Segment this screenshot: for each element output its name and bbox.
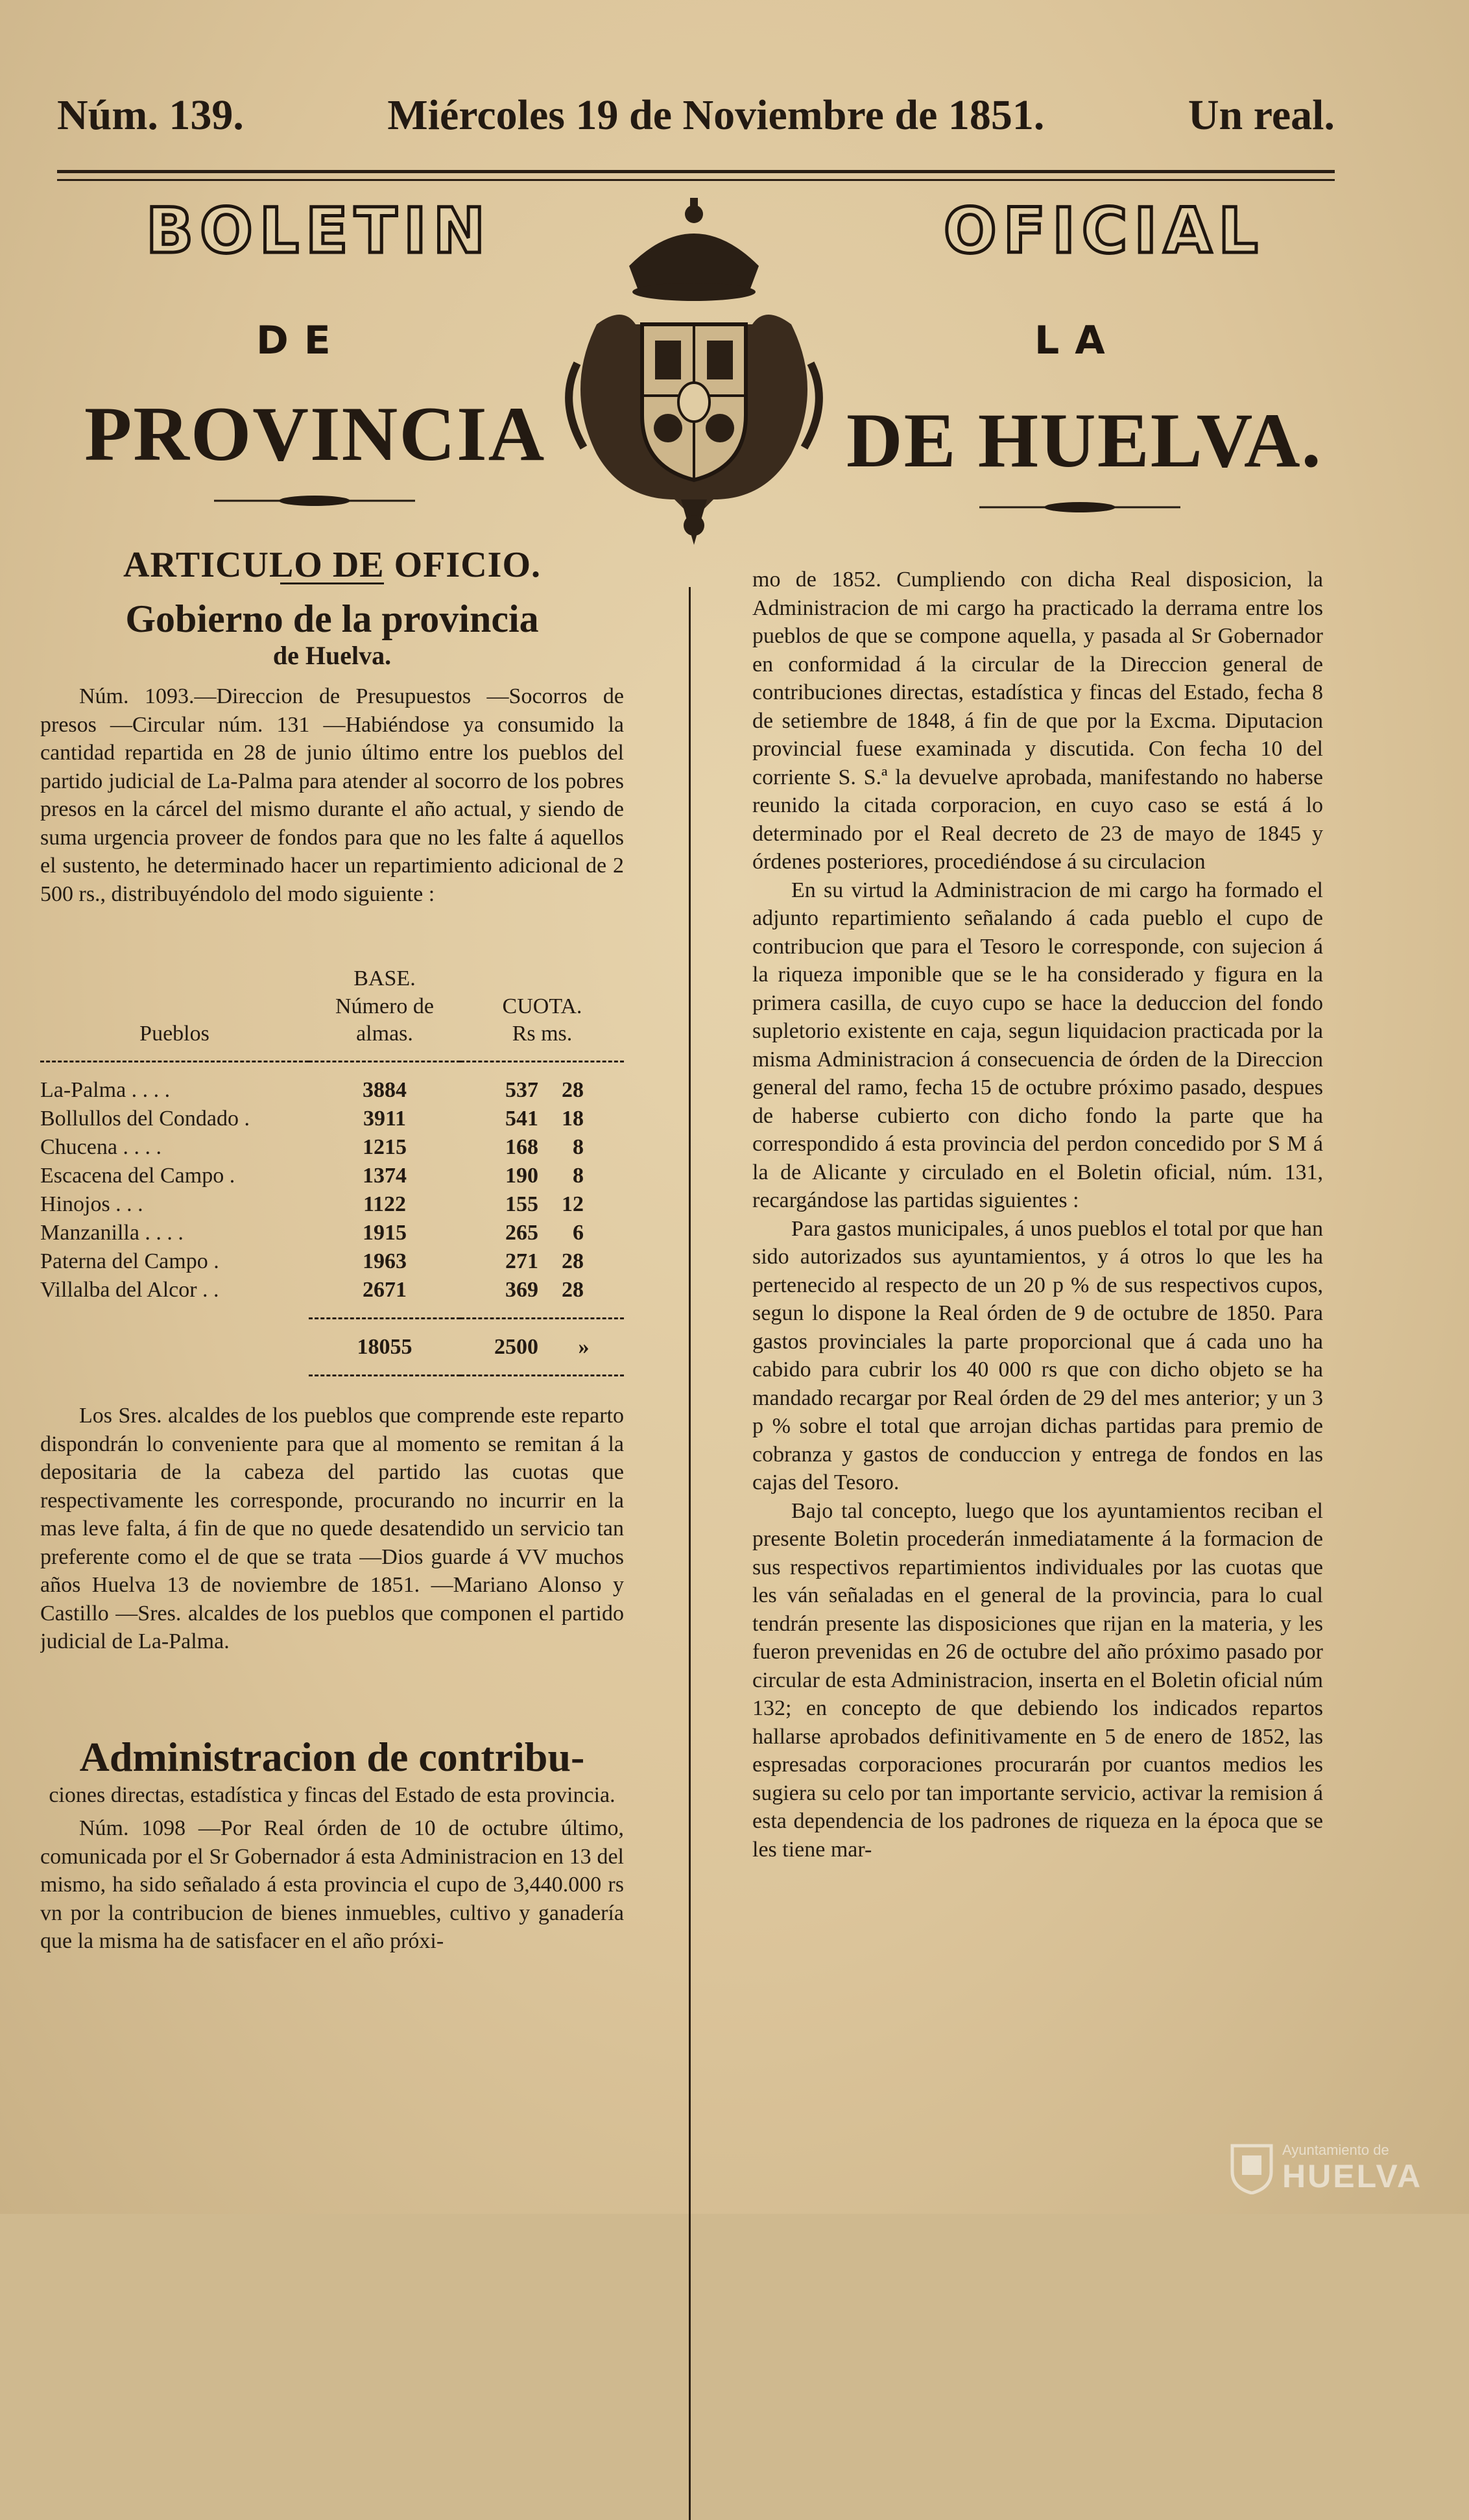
title-word-boletin: BOLETIN: [146, 195, 492, 267]
royal-coat-of-arms-icon: [558, 195, 830, 545]
table-row: [40, 1219, 624, 1247]
cell-almas: 1915: [363, 1221, 407, 1245]
flourish-right: [979, 501, 1180, 513]
total-cuota: [460, 1333, 624, 1362]
cell-almas: 3911: [363, 1107, 407, 1131]
cell-pueblo: Chucena . . . .: [40, 1135, 161, 1160]
table-row: [40, 1247, 624, 1276]
huelva-shield-icon: [1229, 2142, 1274, 2194]
table-rule: [460, 1061, 624, 1063]
cell-cuota: [460, 1162, 624, 1190]
cell-almas: 1374: [363, 1164, 407, 1188]
cell-ms: 28: [562, 1278, 584, 1302]
cell-rs: 369: [505, 1278, 538, 1302]
section-title-gobierno: Gobierno de la provincia: [125, 597, 539, 640]
cell-ms: 28: [562, 1249, 584, 1274]
watermark-text: [1282, 2142, 1422, 2194]
cell-pueblo: Hinojos . . .: [40, 1192, 143, 1217]
issue-date: Miércoles 19 de Noviembre de 1851.: [387, 91, 1045, 139]
cell-almas: 3884: [363, 1078, 407, 1103]
col-header-pueblos: Pueblos: [139, 1021, 209, 1046]
cell-cuota: [460, 1105, 624, 1133]
total-rs: 2500: [494, 1335, 538, 1360]
table-rule: [40, 1061, 309, 1063]
title-word-oficial: OFICIAL: [944, 195, 1265, 267]
cell-ms: 8: [573, 1164, 584, 1188]
circular-1098-text: Núm. 1098 —Por Real órden de 10 de octubre último, comunicada por el Sr Gobernador á esta Administracion en 13 del mismo, ha sido señalado á esta provincia el cupo de 3,440.000 rs vn por la contribucion de bienes inmuebles, cultivo y ganadería que la misma ha de satisfacer en el año próxi-: [40, 1816, 624, 1953]
cell-almas: 1122: [363, 1192, 407, 1217]
top-rule-thin: [57, 179, 1335, 181]
cuota-table: [40, 965, 624, 1390]
table-row: [40, 1133, 624, 1162]
section-title-administracion: Administracion de contribu-: [79, 1734, 585, 1780]
table-row: [40, 1076, 624, 1105]
cell-pueblo: Villalba del Alcor . .: [40, 1278, 219, 1302]
cell-ms: 18: [562, 1107, 584, 1131]
col-header-cuota: [460, 993, 624, 1048]
cuota-label: CUOTA.: [502, 994, 582, 1018]
watermark-line-1: Ayuntamiento de: [1282, 2142, 1389, 2159]
cuota-units: Rs ms.: [512, 1022, 573, 1046]
circular-1093-closing: Los Sres. alcaldes de los pueblos que comprende este reparto dispondrán lo conveniente para que al momento se remitan á la depositaria de la cabeza del partido las cuotas que respectivamente les corresponde, procurando no incurrir en la mas leve falta, á fin de que no quede desatendido un servicio tan preferente como el de que se trata —Dios guarde á VV muchos años Huelva 13 de noviembre de 1851. —Mariano Alonso y Castillo —Sres. alcaldes de los pueblos que componen el partido judicial de La-Palma.: [40, 1404, 624, 1653]
cell-cuota: [460, 1190, 624, 1219]
cell-cuota: [460, 1076, 624, 1105]
cell-rs: 168: [505, 1135, 538, 1160]
cell-rs: 537: [505, 1078, 538, 1103]
table-rule: [309, 1317, 460, 1320]
total-ms: »: [578, 1335, 590, 1360]
title-word-la: LA: [1034, 318, 1121, 363]
cell-rs: 271: [505, 1249, 538, 1274]
archive-watermark: [1229, 2142, 1443, 2194]
table-row: [40, 1162, 624, 1190]
table-rule: [460, 1374, 624, 1377]
table-rule: [309, 1061, 460, 1063]
cell-ms: 6: [573, 1221, 584, 1245]
cell-cuota: [460, 1133, 624, 1162]
table-rule: [460, 1317, 624, 1320]
table-row: [40, 1190, 624, 1219]
issue-line: [57, 91, 1335, 140]
total-almas: 18055: [357, 1335, 412, 1360]
cell-rs: 265: [505, 1221, 538, 1245]
title-provincia: PROVINCIA: [84, 390, 546, 477]
paragraph-gastos: Para gastos municipales, á unos pueblos el total por que han sido autorizados sus ayuntamientos, y á otros lo que les ha pertenecido al respecto de un 20 p % de sus respectivos cupos, segun lo dispone la Real órden de 9 de octubre de 1850. Para gastos provinciales la parte proporcional que á cada uno ha cabido para cubrir los 40 000 rs que con dicho objeto se ha mandado recargar por Real órden de 29 del mes anterior; y un 3 p % sobre el total que arrojan dichas partidas para premio de cobranza y gastos de conduccion y entrega de fondos en las cajas del Tesoro.: [752, 1216, 1323, 1494]
watermark-line-2: HUELVA: [1282, 2157, 1423, 2194]
cell-pueblo: Paterna del Campo .: [40, 1249, 219, 1274]
top-rule: [57, 170, 1335, 173]
article-heading: ARTICULO DE OFICIO.: [123, 545, 541, 585]
cell-rs: 155: [505, 1192, 538, 1217]
cell-cuota: [460, 1276, 624, 1304]
cell-pueblo: Manzanilla . . . .: [40, 1221, 184, 1245]
left-column: [40, 545, 624, 2012]
title-de-huelva: DE HUELVA.: [846, 397, 1322, 483]
cell-almas: 1215: [363, 1135, 407, 1160]
cell-pueblo: La-Palma . . . .: [40, 1078, 171, 1103]
cell-pueblo: Bollullos del Condado .: [40, 1107, 250, 1131]
cell-ms: 8: [573, 1135, 584, 1160]
section-subtitle-administracion: ciones directas, estadística y fincas del Estado de esta provincia.: [49, 1783, 615, 1807]
cell-ms: 12: [562, 1192, 584, 1217]
cell-ms: 28: [562, 1078, 584, 1103]
title-word-de: DE: [256, 318, 346, 363]
paragraph-cumpliendo: mo de 1852. Cumpliendo con dicha Real disposicion, la Administracion de mi cargo ha practicado la derrama entre los pueblos de que se compone aquella, y pasada al Sr Gobernador en conformidad á la circular de la Direccion general de contribuciones directas, estadística y fincas del Estado, fecha 8 de setiembre de 1848, á fin de que por la Excma. Diputacion provincial fuese examinada y discutida. Con fecha 10 del corriente S. S.ª la devuelve aprobada, manifestando no haberse reunido la citada corporacion, en cuyo caso se está á lo determinado por el Real decreto de 23 de mayo de 1845 y órdenes posteriores, procediéndose á su circulacion: [752, 568, 1323, 874]
right-column: [752, 566, 1323, 1864]
paragraph-bajo-tal-concepto: Bajo tal concepto, luego que los ayuntamientos reciban el presente Boletin procederán inmediatamente á la formacion de sus respectivos repartimientos individuales por las cuotas que les ván señaladas en el general de la provincia, para lo cual tendrán presente las disposiciones que rijan en la materia, y les fueron prevenidas en 26 de octubre del año próximo pasado por circular de esta Administracion, inserta en el Boletin oficial núm 132; en concepto de que debiendo los indicados repartos hallarse aprobados definitivamente en 5 de enero de 1852, las espresadas corporaciones procurarán por cuantos medios les sugiera su celo por tan importante servicio, activar la remision á esta dependencia de los padrones de riqueza en la época que se les tiene mar-: [752, 1498, 1323, 1862]
cell-cuota: [460, 1219, 624, 1247]
table-rule: [309, 1374, 460, 1377]
issue-number: Núm. 139.: [57, 91, 244, 139]
flourish-left: [214, 495, 415, 507]
cell-rs: 541: [505, 1107, 538, 1131]
table-row: [40, 1105, 624, 1133]
col-header-almas: Número de almas.: [335, 994, 434, 1046]
cell-rs: 190: [505, 1164, 538, 1188]
section-subtitle-huelva: de Huelva.: [272, 640, 392, 670]
cell-pueblo: Escacena del Campo .: [40, 1164, 235, 1188]
table-row: [40, 1276, 624, 1304]
circular-1093-text: Núm. 1093.—Direccion de Presupuestos —Socorros de presos —Circular núm. 131 —Habiéndose ya consumido la cantidad repartida en 28 de junio último entre los pueblos del partido judicial de La-Palma para atender al socorro de los pobres presos en la cárcel del mismo durante el año actual, y siendo de suma urgencia proveer de fondos para que no les falte á aquellos el sustento, he determinado hacer un repartimiento adicional de 2 500 rs., distribuyéndolo del modo siguiente :: [40, 684, 624, 906]
issue-price: Un real.: [1188, 91, 1335, 139]
cell-almas: 2671: [363, 1278, 407, 1302]
paragraph-en-su-virtud: En su virtud la Administracion de mi cargo ha formado el adjunto repartimiento señalando á cada pueblo el cupo de contribucion que para el Tesoro le corresponde, con sujecion á la riqueza imponible que se le ha considerado y figura en la primera casilla, de cuyo cupo se hace la deduccion del fondo supletorio existente en caja, segun liquidacion practicada por la misma Administracion á consecuencia de órden de la Direccion general del ramo, fecha 15 de octubre próximo pasado, despues de haberse cubierto con dicho fondo la parte que ha correspondido á esta provincia del perdon concedido por S M á la de Alicante y circulado en el Boletin oficial, núm. 131, recargándose las partidas siguientes :: [752, 878, 1323, 1212]
cuota-rows: [40, 1076, 624, 1304]
cell-cuota: [460, 1247, 624, 1276]
base-header: BASE.: [353, 966, 416, 991]
cell-almas: 1963: [363, 1249, 407, 1274]
column-divider: [689, 587, 691, 2520]
